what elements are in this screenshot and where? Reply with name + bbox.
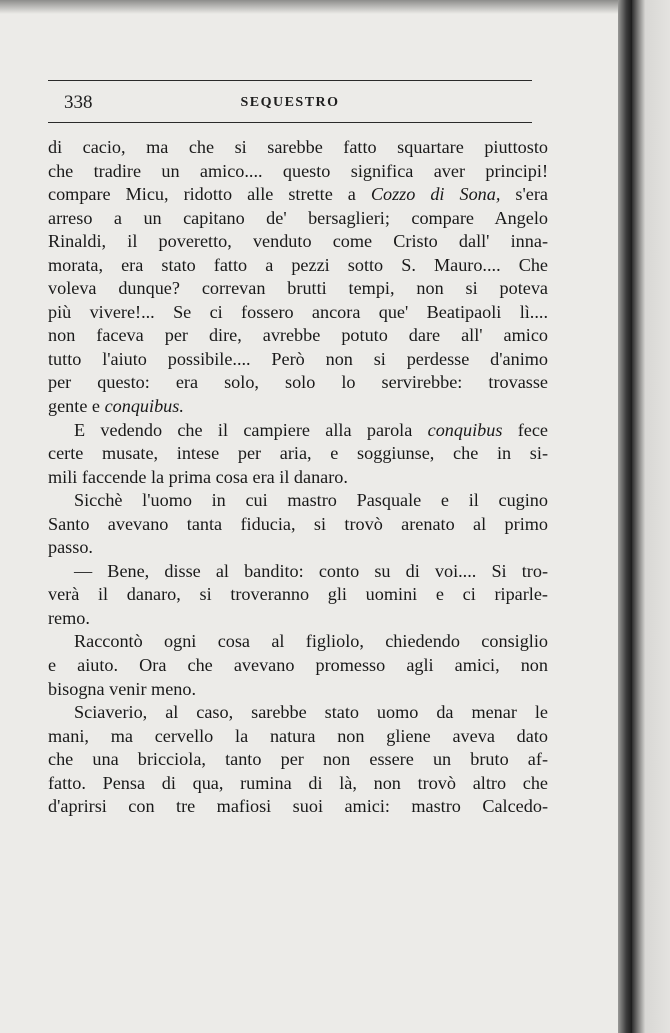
- text-line: arreso a un capitano de' bersaglieri; compare Angelo: [48, 207, 548, 228]
- text-line: tutto l'aiuto possibile.... Però non si perdesse d'animo: [48, 348, 548, 369]
- facing-page-edge: [632, 0, 670, 1033]
- text-line: voleva dunque? correvan brutti tempi, non si poteva: [48, 278, 548, 299]
- text-span: s'era: [500, 184, 548, 205]
- text-line: per questo: era solo, solo lo servirebbe: trovasse: [48, 372, 548, 393]
- italic-word: conquibus: [427, 419, 503, 440]
- text-line: e aiuto. Ora che avevano promesso agli amici, non: [48, 655, 548, 676]
- text-line: Rinaldi, il poveretto, venduto come Cristo dall' inna-: [48, 231, 548, 252]
- header-rule-top: [48, 80, 532, 81]
- paragraph-start: Raccontò ogni cosa al figliolo, chiedendo consiglio: [74, 631, 548, 652]
- header-rule-bottom: [48, 122, 532, 123]
- text-line: di cacio, ma che si sarebbe fatto squartare piuttosto: [48, 137, 548, 157]
- italic-word: conquibus.: [104, 396, 184, 417]
- text-line: morata, era stato fatto a pezzi sotto S. Mauro.... Che: [48, 254, 548, 275]
- page-top-shadow: [0, 0, 618, 14]
- text-line: non faceva per dire, avrebbe potuto dare all' amico: [48, 325, 548, 346]
- text-line: d'aprirsi con tre mafiosi suoi amici: mastro Calcedo-: [48, 796, 548, 817]
- text-line: che tradire un amico.... questo significa aver principi!: [48, 160, 548, 181]
- text-line: passo.: [48, 537, 93, 558]
- paragraph-start: — Bene, disse al bandito: conto su di voi.... Si tro-: [74, 560, 548, 581]
- text-span: gente e: [48, 396, 105, 417]
- text-line: più vivere!... Se ci fossero ancora que' Beatipaoli lì....: [48, 301, 548, 322]
- text-line: verà il danaro, si troveranno gli uomini e ci riparle-: [48, 584, 548, 605]
- paragraph-start: Sicchè l'uomo in cui mastro Pasquale e il cugino: [74, 490, 548, 511]
- text-line: [48, 395, 548, 419]
- running-title: SEQUESTRO: [240, 95, 340, 110]
- text-line: remo.: [48, 607, 90, 628]
- place-name-italic: Cozzo di Sona,: [370, 184, 501, 205]
- text-span: compare Micu, ridotto alle strette a: [48, 184, 371, 205]
- page-header: [48, 80, 532, 126]
- text-line: mili faccende la prima cosa era il danaro.: [48, 466, 348, 487]
- book-spine-shadow: [618, 0, 632, 1033]
- text-span: fece: [502, 419, 548, 440]
- text-line: fatto. Pensa di qua, rumina di là, non trovò altro che: [48, 772, 548, 793]
- text-line: bisogna venir meno.: [48, 678, 196, 699]
- text-line: certe musate, intese per aria, e soggiunse, che in si-: [48, 443, 548, 464]
- text-span: E vedendo che il campiere alla parola: [74, 419, 428, 440]
- text-line: Santo avevano tanta fiducia, si trovò arenato al primo: [48, 513, 548, 534]
- page-number: 338: [64, 92, 93, 113]
- text-line: che una bricciola, tanto per non essere un bruto af-: [48, 749, 548, 770]
- text-line: [48, 183, 548, 207]
- paragraph-start: Sciaverio, al caso, sarebbe stato uomo da menar le: [74, 702, 548, 723]
- body-text: [48, 136, 548, 819]
- text-line: mani, ma cervello la natura non gliene aveva dato: [48, 725, 548, 746]
- paragraph-start: [48, 419, 548, 443]
